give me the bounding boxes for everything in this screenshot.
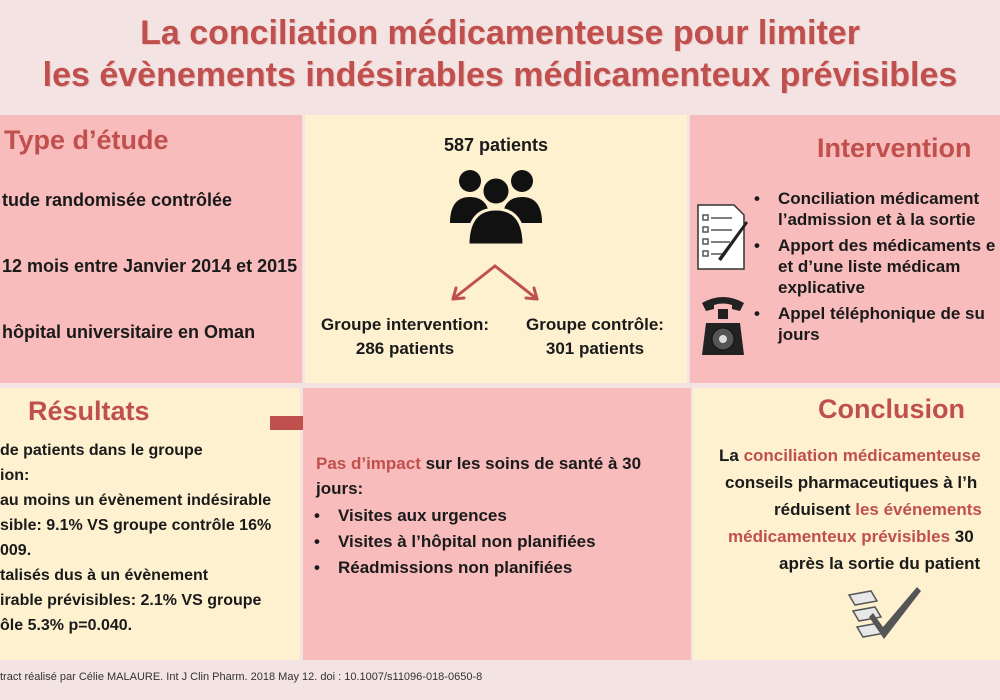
- impact-rest: sur les soins de santé à 30: [420, 454, 642, 473]
- conclusion-highlight: les événements: [855, 500, 982, 519]
- intervention-heading: Intervention: [817, 133, 972, 163]
- conclusion-fragment: La: [719, 446, 744, 465]
- list-item-line: et d’une liste médicam: [778, 257, 961, 276]
- impact-line: [316, 451, 686, 476]
- results-line: sible: 9.1% VS groupe contrôle 16%: [0, 517, 272, 534]
- list-item: • Visites aux urgences: [308, 505, 678, 526]
- split-arrows-icon: [445, 263, 545, 305]
- list-item: • Visites à l’hôpital non planifiées: [308, 531, 678, 552]
- intervention-group-label: Groupe intervention:: [320, 315, 490, 334]
- conclusion-line: conseils pharmaceutiques à l’h: [725, 473, 978, 492]
- total-patients: 587 patients: [443, 135, 549, 155]
- study-type-line: hôpital universitaire en Oman: [2, 322, 256, 342]
- results-panel: [0, 388, 300, 660]
- impact-text: [316, 451, 686, 501]
- conclusion-line: [719, 496, 982, 523]
- people-group-icon: [448, 167, 544, 247]
- title-line-2: les évènements indésirables médicamenteux prévisibles: [42, 56, 958, 94]
- conclusion-heading: Conclusion: [818, 394, 965, 424]
- results-line: [0, 438, 292, 463]
- study-type-line: tude randomisée contrôlée: [2, 190, 233, 210]
- citation-footer: tract réalisé par Célie MALAURE. Int J Clin Pharm. 2018 May 12. doi : 10.1007/s11096-018-0650-8: [0, 671, 483, 683]
- conclusion-highlight: médicamenteux prévisibles: [728, 527, 951, 546]
- conclusion-line: [719, 523, 982, 550]
- conclusion-highlight: conciliation médicamenteuse: [743, 446, 981, 465]
- title-line-1: La conciliation médicamenteuse pour limiter: [140, 14, 860, 52]
- conclusion-text: [719, 442, 982, 577]
- results-text: [0, 438, 292, 638]
- list-item: • Réadmissions non planifiées: [308, 557, 678, 578]
- impact-list: [308, 505, 678, 583]
- results-line: ion:: [0, 467, 30, 484]
- telephone-icon: [698, 293, 748, 359]
- impact-panel: [303, 388, 691, 660]
- control-group-label: Groupe contrôle:: [526, 315, 664, 334]
- intervention-group-count: 286 patients: [355, 339, 455, 358]
- study-type-line: 12 mois entre Janvier 2014 et 2015: [2, 256, 298, 276]
- intervention-panel: [690, 115, 1000, 383]
- impact-line: jours:: [316, 479, 364, 498]
- list-item-line: jours: [778, 325, 820, 344]
- study-type-heading: Type d’étude: [4, 125, 169, 155]
- intervention-list: [748, 188, 1000, 350]
- conclusion-fragment: 30: [950, 527, 974, 546]
- intervention-group: [315, 313, 495, 361]
- list-item: [748, 188, 1000, 230]
- list-item-line: • Apport des médicaments e: [778, 236, 996, 255]
- checklist-document-icon: [696, 203, 748, 271]
- results-line: irable prévisibles: 2.1% VS groupe: [0, 592, 262, 609]
- conclusion-line: [719, 442, 982, 469]
- control-group: [510, 313, 680, 361]
- results-line: 009.: [0, 542, 32, 559]
- results-heading: Résultats: [28, 396, 150, 426]
- list-item-line: • Appel téléphonique de su: [778, 304, 985, 323]
- conclusion-fragment: réduisent: [774, 500, 856, 519]
- results-line: talisés dus à un évènement: [0, 567, 209, 584]
- results-line: au moins un évènement indésirable: [0, 492, 272, 509]
- list-item-line: l’admission et à la sortie: [778, 210, 976, 229]
- control-group-count: 301 patients: [545, 339, 645, 358]
- list-item: [748, 303, 1000, 345]
- study-type-panel: [0, 115, 302, 383]
- impact-lead: Pas d’impact: [316, 454, 421, 473]
- conclusion-line: après la sortie du patient: [779, 554, 981, 573]
- page-title: [0, 12, 1000, 96]
- checkmark-checklist-icon: [843, 583, 923, 645]
- results-line: ôle 5.3% p=0.040.: [0, 617, 133, 634]
- list-item-line: explicative: [778, 278, 865, 297]
- conclusion-panel: [693, 388, 1000, 660]
- results-line-text: de patients dans le groupe: [0, 442, 203, 459]
- population-panel: [305, 115, 687, 383]
- list-item-line: • Conciliation médicament: [778, 189, 980, 208]
- list-item: [748, 235, 1000, 298]
